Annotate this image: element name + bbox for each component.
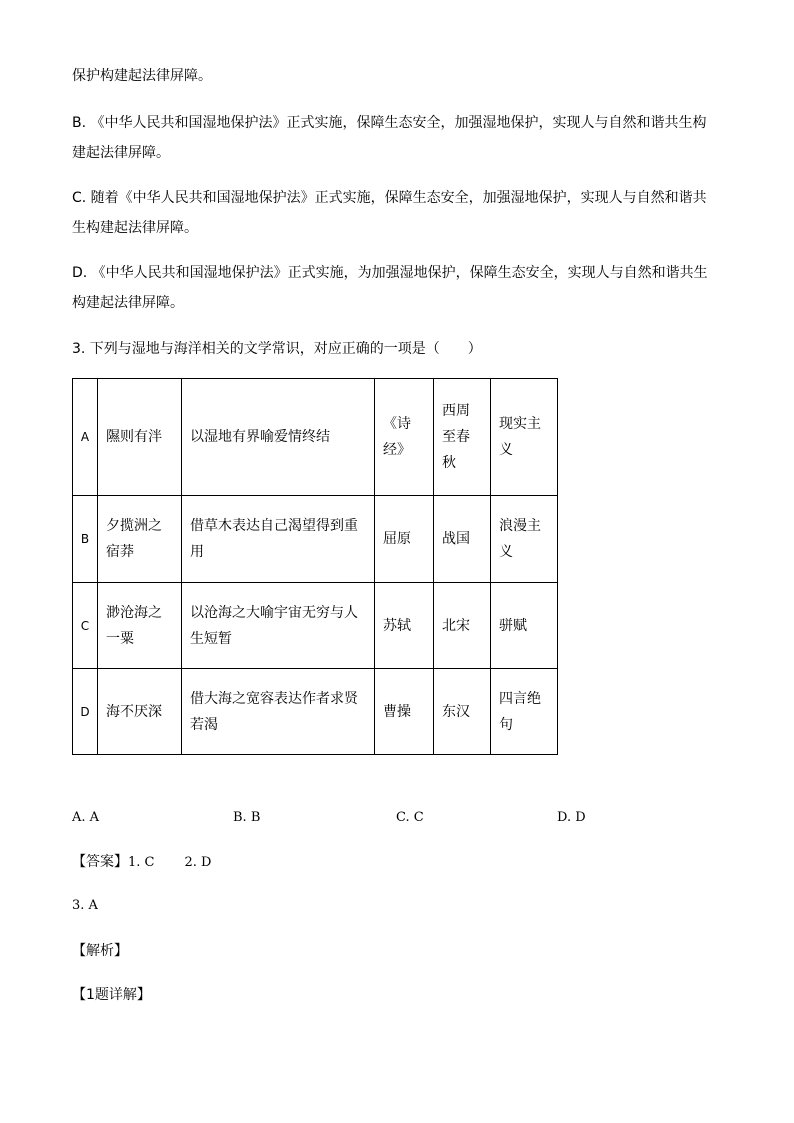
cell-phrase: 海不厌深 xyxy=(98,669,182,755)
choice-d: D. D xyxy=(557,810,586,825)
answer-3: 3. A xyxy=(72,898,98,913)
cell-era: 北宋 xyxy=(434,583,491,669)
answer-tag: 【答案】 xyxy=(72,854,128,870)
cell-era: 东汉 xyxy=(434,669,491,755)
cell-era: 西周至春秋 xyxy=(434,379,491,496)
answer-2: 2. D xyxy=(184,855,212,870)
question-3: 3. 下列与湿地与海洋相关的文学常识，对应正确的一项是（ ） xyxy=(72,341,482,357)
row-label: D xyxy=(73,669,98,755)
cell-source: 苏轼 xyxy=(375,583,434,669)
analysis-tag: 【解析】 xyxy=(72,943,128,959)
row-label: C xyxy=(73,583,98,669)
cell-meaning: 以沧海之大喻宇宙无穷与人生短暂 xyxy=(182,583,375,669)
row-label: A xyxy=(73,379,98,496)
answer-line xyxy=(72,852,211,873)
table-row xyxy=(73,669,558,755)
option-d-line-2: 构建起法律屏障。 xyxy=(72,295,184,311)
cell-meaning: 借大海之宽容表达作者求贤若渴 xyxy=(182,669,375,755)
cell-phrase: 夕揽洲之宿莽 xyxy=(98,496,182,583)
cell-source: 《诗经》 xyxy=(375,379,434,496)
option-c-line-2: 生构建起法律屏障。 xyxy=(72,220,198,236)
cell-genre: 骈赋 xyxy=(491,583,558,669)
cell-source: 曹操 xyxy=(375,669,434,755)
row-label: B xyxy=(73,496,98,583)
cell-genre: 浪漫主义 xyxy=(491,496,558,583)
table-row xyxy=(73,583,558,669)
cell-source: 屈原 xyxy=(375,496,434,583)
choice-a: A. A xyxy=(72,810,100,825)
cell-meaning: 以湿地有界喻爱情终结 xyxy=(182,379,375,496)
option-c-line-1: C. 随着《中华人民共和国湿地保护法》正式实施，保障生态安全，加强湿地保护，实现人与自然和谐共 xyxy=(72,190,707,206)
cell-phrase: 隰则有泮 xyxy=(98,379,182,496)
option-b-line-2: 建起法律屏障。 xyxy=(72,145,170,161)
option-b-line-1: B. 《中华人民共和国湿地保护法》正式实施，保障生态安全，加强湿地保护，实现人与自然和谐共生构 xyxy=(72,115,707,131)
table-row xyxy=(73,496,558,583)
text-line: 保护构建起法律屏障。 xyxy=(72,68,212,84)
cell-genre: 四言绝句 xyxy=(491,669,558,755)
cell-phrase: 渺沧海之一粟 xyxy=(98,583,182,669)
detail-heading: 【1题详解】 xyxy=(72,987,151,1003)
choice-c: C. C xyxy=(396,810,424,825)
option-d-line-1: D. 《中华人民共和国湿地保护法》正式实施，为加强湿地保护，保障生态安全，实现人与自然和谐共生 xyxy=(72,265,708,281)
table-row xyxy=(73,379,558,496)
literature-table xyxy=(72,378,558,755)
cell-era: 战国 xyxy=(434,496,491,583)
answer-1: 1. C xyxy=(128,855,155,870)
cell-meaning: 借草木表达自己渴望得到重用 xyxy=(182,496,375,583)
choice-b: B. B xyxy=(233,810,261,825)
cell-genre: 现实主义 xyxy=(491,379,558,496)
